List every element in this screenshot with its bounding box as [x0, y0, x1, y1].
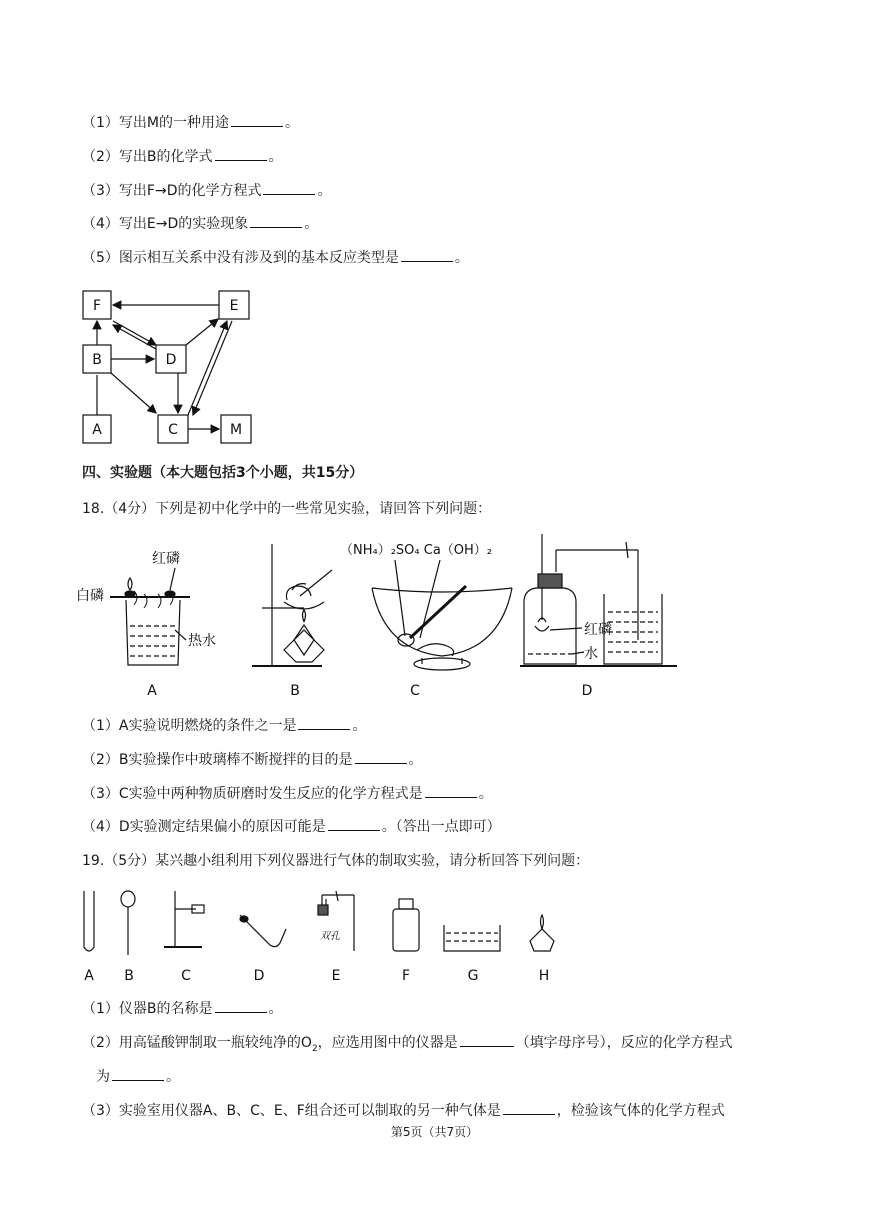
caption-g: G: [467, 968, 479, 984]
answer-blank[interactable]: [503, 1102, 555, 1115]
q19-part2-subscript: 2: [311, 1043, 318, 1054]
gas-bottle-icon: [393, 899, 419, 951]
q17-part4-end: 。: [304, 216, 319, 232]
arrow-b-c: [111, 373, 156, 413]
experiment-b-apparatus: [252, 544, 332, 666]
page-footer: 第5页（共7页）: [390, 1125, 479, 1139]
q18-part1-end: 。: [352, 718, 367, 734]
node-m: M: [229, 422, 243, 438]
q18-stem: 18.（4分）下列是初中化学中的一些常见实验，请回答下列问题：: [82, 501, 492, 517]
label-white-phosphorus: 白磷: [76, 588, 104, 604]
q17-part5: [82, 249, 469, 267]
q19-part2b-end: 。: [166, 1069, 180, 1085]
q17-part1-text: （1）写出M的一种用途: [82, 115, 229, 131]
q19-part2-cont: [96, 1068, 180, 1086]
q18-part2-end: 。: [408, 752, 423, 768]
q17-part1: [82, 114, 299, 132]
two-hole-stopper-icon: [318, 891, 354, 951]
q19-part3-text: （3）实验室用仪器A、B、C、E、F组合还可以制取的另一种气体是: [82, 1103, 501, 1119]
water-trough-icon: [444, 925, 500, 951]
q17-part4-text: （4）写出E→D的实验现象: [82, 216, 249, 232]
q17-part3-text: （3）写出F→D的化学方程式: [82, 183, 262, 199]
answer-blank[interactable]: [263, 182, 315, 195]
q19-part1-text: （1）仪器B的名称是: [82, 1001, 213, 1017]
q17-part2: [82, 148, 283, 166]
answer-blank[interactable]: [112, 1068, 164, 1081]
caption-d: D: [581, 683, 593, 699]
q19-part1: [82, 1000, 283, 1018]
arrow-d-e: [186, 319, 218, 345]
q18-part2: [82, 751, 423, 769]
q19-stem: 19.（5分）某兴趣小组利用下列仪器进行气体的制取实验，请分析回答下列问题：: [82, 853, 590, 869]
answer-blank[interactable]: [231, 114, 283, 127]
answer-blank[interactable]: [401, 249, 453, 262]
answer-blank[interactable]: [215, 148, 267, 161]
q19-part2: [82, 1034, 733, 1058]
iron-stand-icon: [164, 891, 204, 947]
q18-part3: [82, 785, 493, 803]
caption-b: B: [124, 968, 134, 984]
node-d: D: [165, 352, 177, 368]
long-neck-funnel-icon: [121, 891, 135, 955]
q17-part2-end: 。: [268, 149, 283, 165]
q18-part4-text: （4）D实验测定结果偏小的原因可能是: [82, 819, 326, 835]
q19-part1-end: 。: [268, 1001, 283, 1017]
label-reagents: （NH₄）₂SO₄ Ca（OH）₂: [340, 543, 493, 558]
label-water-d: 水: [584, 646, 598, 662]
node-f: F: [92, 298, 102, 314]
q18-part4: [82, 818, 501, 836]
answer-blank[interactable]: [250, 215, 302, 228]
caption-h: H: [538, 968, 550, 984]
node-c: C: [168, 422, 178, 438]
node-a: A: [92, 422, 102, 438]
q19-apparatus-figure: [72, 885, 572, 985]
experiment-c-apparatus: [372, 560, 512, 670]
experiment-a-apparatus: [110, 568, 190, 665]
q19-part3: [82, 1102, 725, 1120]
q18-part1-text: （1）A实验说明燃烧的条件之一是: [82, 718, 297, 734]
q19-part2-mid: ，应选用图中的仪器是: [317, 1035, 458, 1051]
arrow-f-d: [113, 321, 156, 345]
q19-part2-text: （2）用高锰酸钾制取一瓶较纯净的O: [82, 1035, 312, 1051]
relationship-diagram: [70, 285, 270, 450]
q17-part2-text: （2）写出B的化学式: [82, 149, 213, 165]
answer-blank[interactable]: [460, 1034, 514, 1047]
q17-part5-text: （5）图示相互关系中没有涉及到的基本反应类型是: [82, 250, 399, 266]
test-tube-icon: [84, 891, 94, 951]
q17-part3: [82, 182, 331, 200]
section-heading: 四、实验题（本大题包括3个小题，共15分）: [82, 465, 364, 481]
answer-blank[interactable]: [215, 1000, 267, 1013]
q18-part4-end: 。（答出一点即可）: [381, 819, 501, 835]
q17-part3-end: 。: [317, 183, 332, 199]
answer-blank[interactable]: [298, 717, 350, 730]
caption-c: C: [410, 683, 420, 699]
arrow-c-e: [188, 321, 227, 415]
label-red-phosphorus: 红磷: [152, 551, 180, 567]
caption-f: F: [401, 968, 411, 984]
label-hot-water: 热水: [188, 633, 216, 649]
q17-part1-end: 。: [285, 115, 299, 131]
caption-a: A: [147, 683, 157, 699]
caption-e: E: [331, 968, 341, 984]
q19-part2b-text: 为: [96, 1069, 110, 1085]
q19-part2-end: （填字母序号），反应的化学方程式: [515, 1035, 733, 1051]
answer-blank[interactable]: [355, 751, 407, 764]
label-two-hole: 双孔: [320, 931, 340, 942]
caption-b: B: [290, 683, 300, 699]
alcohol-lamp-icon: [530, 915, 554, 951]
bent-tube-icon: [240, 915, 286, 947]
q17-part4: [82, 215, 318, 233]
node-b: B: [92, 352, 102, 368]
caption-c: C: [181, 968, 191, 984]
answer-blank[interactable]: [328, 818, 380, 831]
experiment-d-apparatus: [520, 534, 677, 666]
q18-experiment-figure: [72, 530, 692, 705]
caption-d: D: [253, 968, 265, 984]
arrow-d-f: [113, 325, 156, 349]
q18-part1: [82, 717, 366, 735]
node-e: E: [229, 298, 239, 314]
q18-part3-end: 。: [478, 786, 493, 802]
q18-part2-text: （2）B实验操作中玻璃棒不断搅拌的目的是: [82, 752, 353, 768]
label-red-phosphorus-d: 红磷: [584, 622, 612, 638]
answer-blank[interactable]: [425, 785, 477, 798]
q18-part3-text: （3）C实验中两种物质研磨时发生反应的化学方程式是: [82, 786, 423, 802]
q19-part3-end: ，检验该气体的化学方程式: [556, 1103, 725, 1119]
q17-part5-end: 。: [454, 250, 469, 266]
caption-a: A: [84, 968, 94, 984]
